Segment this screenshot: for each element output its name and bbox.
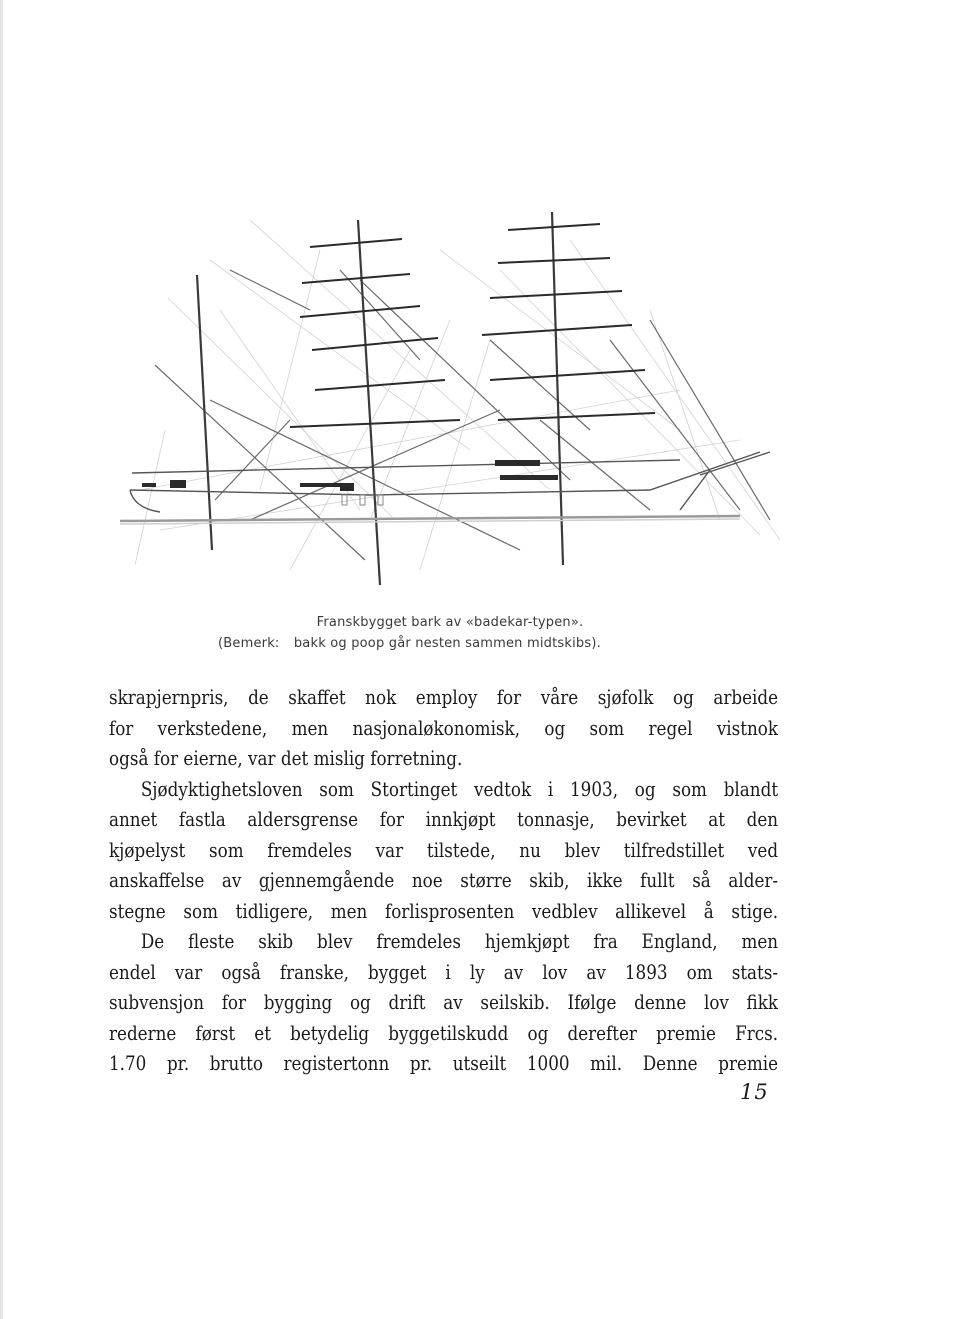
caption-title: Franskbygget bark av «badekar-typen». — [316, 615, 584, 630]
caption-note-label: (Bemerk: — [218, 636, 280, 651]
text-line: for verkstedene, men nasjonaløkonomisk, og som regel vistnok — [109, 716, 779, 740]
body-text — [109, 683, 778, 1080]
text-line: skrapjernpris, de skaffet nok employ for våre sjøfolk og arbeide — [109, 686, 779, 709]
sailing-ship-icon — [120, 190, 800, 600]
page-edge-shadow — [0, 0, 3, 1319]
text-line: endel var også franske, bygget i ly av lov av 1893 om stats- — [109, 960, 779, 984]
text-line: subvensjon for bygging og drift av seilskib. Ifølge denne lov fikk — [109, 991, 779, 1014]
text-line: også for eierne, var det mislig forretning. — [109, 747, 463, 770]
hull — [130, 452, 770, 512]
text-line: 1.70 pr. brutto registertonn pr. utseilt 1000 mil. Denne premie — [109, 1052, 779, 1075]
figure-caption — [200, 612, 700, 654]
text-line: annet fastla aldersgrense for innkjøpt tonnasje, bevirket at den — [109, 808, 779, 831]
ship-illustration — [120, 190, 800, 600]
text-line: anskaffelse av gjennemgående noe større skib, ikke fullt så alder- — [109, 869, 779, 892]
text-line: stegne som tidligere, men forlisprosenten vedblev allikevel å stige. — [109, 899, 779, 923]
text-line: kjøpelyst som fremdeles var tilstede, nu blev tilfredstillet ved — [109, 838, 779, 862]
masts — [197, 212, 563, 585]
caption-note — [200, 633, 700, 654]
caption-note-text: bakk og poop går nesten sammen midtskibs). — [293, 636, 601, 651]
text-line: De fleste skib blev fremdeles hjemkjøpt fra England, men — [140, 930, 779, 953]
page-number: 15 — [740, 1080, 769, 1104]
text-line: rederne først et betydelig byggetilskudd og derefter premie Frcs. — [109, 1021, 779, 1045]
text-line: Sjødyktighetsloven som Stortinget vedtok i 1903, og som blandt — [140, 777, 779, 801]
